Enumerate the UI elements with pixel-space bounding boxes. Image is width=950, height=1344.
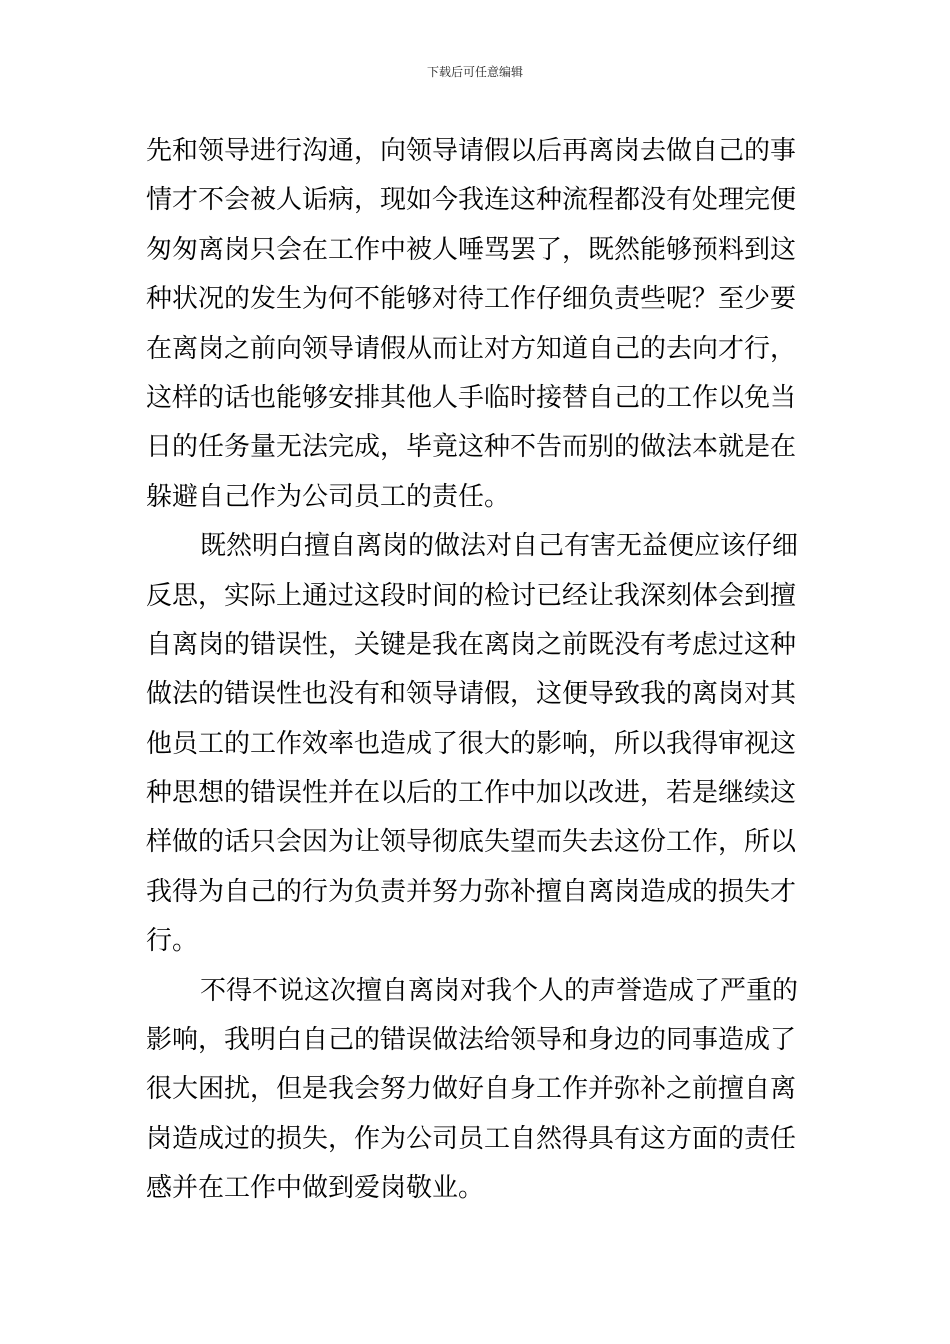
text-line: 影响，我明白自己的错误做法给领导和身边的同事造成了 bbox=[146, 1025, 797, 1056]
text-line: 行。 bbox=[146, 926, 199, 957]
text-line: 先和领导进行沟通，向领导请假以后再离岗去做自己的事 bbox=[146, 136, 797, 166]
text-line: 这样的话也能够安排其他人手临时接替自己的工作以免当 bbox=[146, 382, 797, 413]
text-line: 样做的话只会因为让领导彻底失望而失去这份工作，所以 bbox=[146, 827, 797, 858]
text-line: 很大困扰，但是我会努力做好自身工作并弥补之前擅自离 bbox=[146, 1074, 797, 1105]
paragraph-2 bbox=[146, 522, 810, 967]
page-header: 下载后可任意编辑 bbox=[426, 65, 523, 79]
text-line-indented: 不得不说这次擅自离岗对我个人的声誉造成了严重的 bbox=[200, 975, 799, 1006]
text-line: 反思，实际上通过这段时间的检讨已经让我深刻体会到擅 bbox=[146, 580, 797, 611]
paragraph-1 bbox=[146, 127, 810, 522]
paragraph-3 bbox=[146, 967, 810, 1214]
text-line: 做法的错误性也没有和领导请假，这便导致我的离岗对其 bbox=[146, 679, 797, 710]
text-line: 躲避自己作为公司员工的责任。 bbox=[146, 481, 511, 512]
text-line: 他员工的工作效率也造成了很大的影响，所以我得审视这 bbox=[146, 728, 797, 759]
text-line: 岗造成过的损失，作为公司员工自然得具有这方面的责任 bbox=[146, 1123, 797, 1154]
text-line: 种状况的发生为何不能够对待工作仔细负责些呢？至少要 bbox=[146, 284, 797, 315]
text-line: 感并在工作中做到爱岗敬业。 bbox=[146, 1173, 485, 1204]
text-line: 日的任务量无法完成，毕竟这种不告而别的做法本就是在 bbox=[146, 432, 797, 463]
text-line: 我得为自己的行为负责并努力弥补擅自离岗造成的损失才 bbox=[146, 876, 797, 907]
text-line: 自离岗的错误性，关键是我在离岗之前既没有考虑过这种 bbox=[146, 629, 797, 660]
document-body bbox=[146, 127, 810, 1214]
text-line: 种思想的错误性并在以后的工作中加以改进，若是继续这 bbox=[146, 778, 797, 809]
text-line-indented: 既然明白擅自离岗的做法对自己有害无益便应该仔细 bbox=[200, 531, 799, 562]
text-line: 在离岗之前向领导请假从而让对方知道自己的去向才行， bbox=[146, 333, 797, 364]
text-line: 匆匆离岗只会在工作中被人唾骂罢了，既然能够预料到这 bbox=[146, 234, 797, 265]
text-line: 情才不会被人诟病，现如今我连这种流程都没有处理完便 bbox=[146, 185, 797, 216]
